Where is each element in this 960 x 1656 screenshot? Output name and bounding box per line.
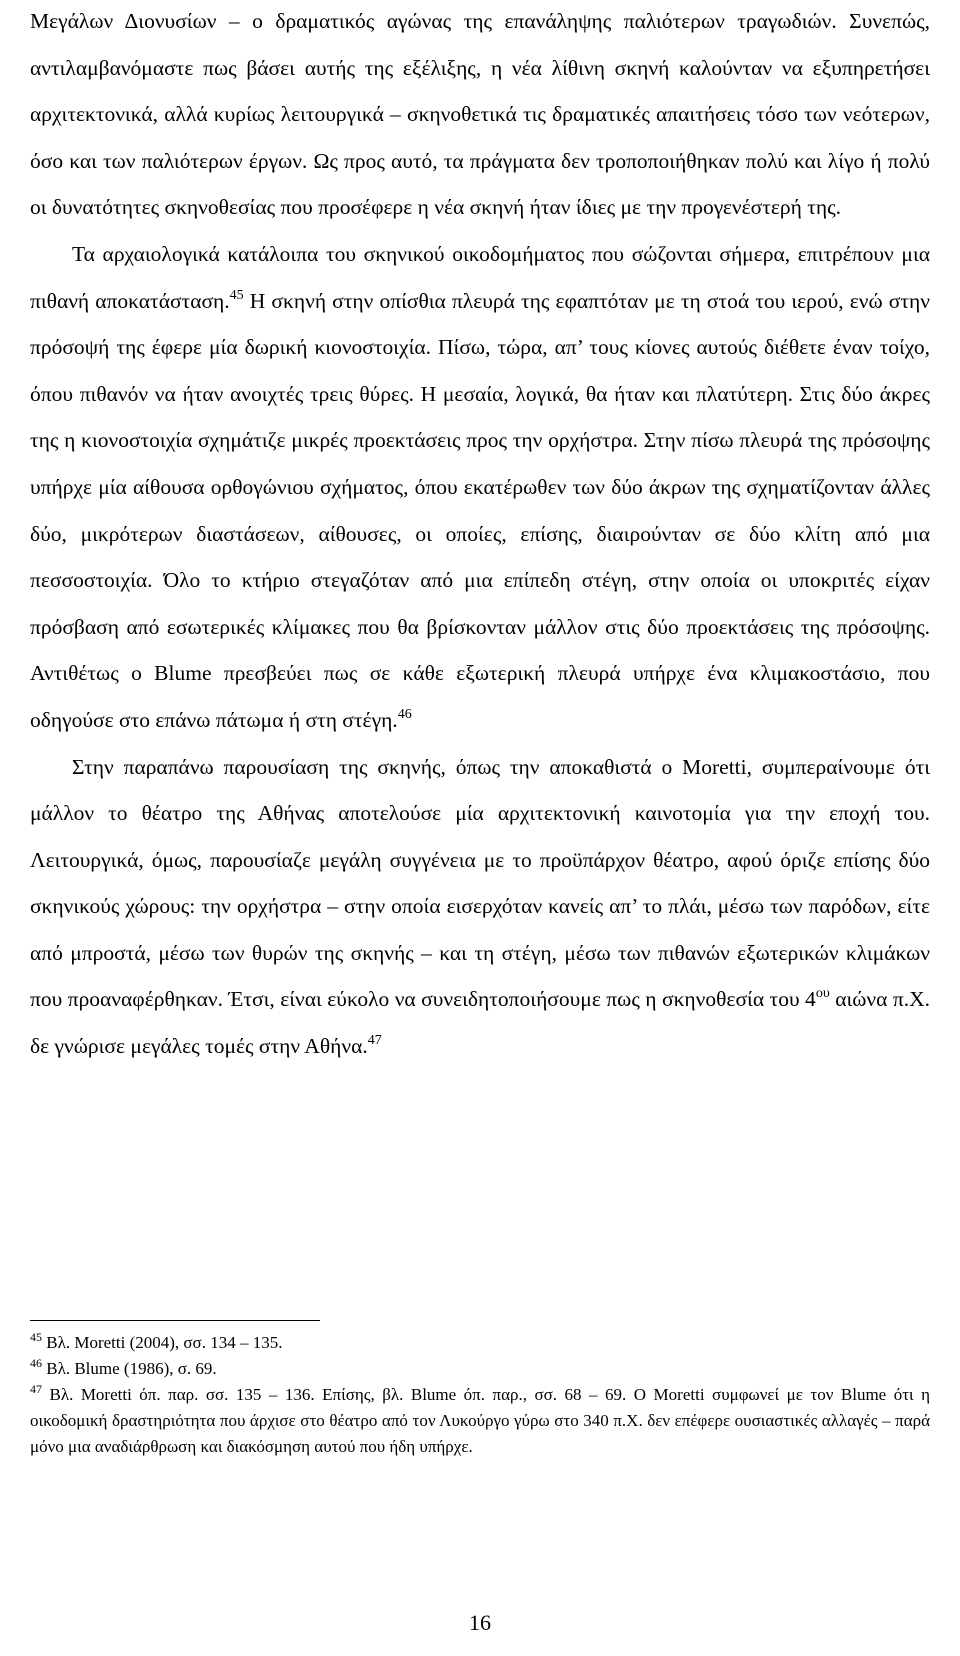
footnote-text: Βλ. Moretti (2004), σσ. 134 – 135. [42, 1333, 283, 1352]
page-number: 16 [469, 1610, 491, 1635]
paragraph-2-part-b: Η σκηνή στην οπίσθια πλευρά της εφαπτόταν με τη στοά του ιερού, ενώ στην πρόσοψή της έφερε μία δωρική κιονοστοιχία. Πίσω, τώρα, απ’ τους κίονες αυτούς διέθετε έναν τοίχο, όπου πιθανόν να ήταν ανοιχτές τρεις θύρες. Η μεσαία, λογικά, θα ήταν και πλατύτερη. Στις δύο άκρες της η κιονοστοιχία σχημάτιζε μικρές προεκτάσεις προς την ορχήστρα. Στην πίσω πλευρά της πρόσοψης υπήρχε μία αίθουσα ορθογώνιου σχήματος, όπου εκατέρωθεν των δύο άκρων της σχηματίζονταν άλλες δύο, μικρότερων διαστάσεων, αίθουσες, οι οποίες, επίσης, διαιρούνταν σε δύο κλίτη από μια πεσσοστοιχία. Όλο το κτήριο στεγαζόταν από μια επίπεδη στέγη, στην οποία οι υποκριτές είχαν πρόσβαση από εσωτερικές κλίμακες που θα βρίσκονταν μάλλον στις δύο προεκτάσεις της πρόσοψης. Αντιθέτως ο Blume πρεσβεύει πως σε κάθε εξωτερική πλευρά υπήρχε ένα κλιμακοστάσιο, που οδηγούσε στο επάνω πάτωμα ή στη στέγη. [30, 288, 930, 732]
paragraph-1: Μεγάλων Διονυσίων – ο δραματικός αγώνας της επανάληψης παλιότερων τραγωδιών. Συνεπώς, αντιλαμβανόμαστε πως βάσει αυτής της εξέλιξης, η νέα λίθινη σκηνή καλούνταν να εξυπηρετήσει αρχιτεκτονικά, αλλά κυρίως λειτουργικά – σκηνοθετικά τις δραματικές απαιτήσεις τόσο των νεότερων, όσο και των παλιότερων έργων. Ως προς αυτό, τα πράγματα δεν τροποποιήθηκαν πολύ και λίγο ή πολύ οι δυνατότητες σκηνοθεσίας που προσέφερε η νέα σκηνή ήταν ίδιες με την προγενέστερή της. [30, 9, 930, 220]
paragraph-2 [30, 231, 930, 744]
footnote-ref-46[interactable]: 46 [397, 706, 412, 722]
century-ordinal-superscript: ου [815, 986, 830, 1002]
footnote-number: 47 [30, 1382, 42, 1396]
footnote-text: Βλ. Blume (1986), σ. 69. [42, 1359, 217, 1378]
footnote-text: Βλ. Moretti όπ. παρ. σσ. 135 – 136. Επίσης, βλ. Blume όπ. παρ., σσ. 68 – 69. Ο Moretti συμφωνεί με τον Blume ότι η οικοδομική δραστηριότητα που άρχισε στο θέατρο από τον Λυκούργο γύρω στο 340 π.Χ. δεν επέφερε ουσιαστικές αλλαγές – παρά μόνο μια αναδιάρθρωση και διακόσμηση αυτού που ήδη υπήρχε. [30, 1385, 930, 1456]
footnote-46 [30, 1356, 930, 1382]
footnote-number: 45 [30, 1330, 42, 1344]
body-text [30, 0, 930, 1070]
footnote-ref-47[interactable]: 47 [367, 1033, 382, 1049]
footnote-separator [30, 1320, 320, 1321]
footnote-47 [30, 1382, 930, 1460]
paragraph-2-part-a: Τα αρχαιολογικά κατάλοιπα του σκηνικού οικοδομήματος που σώζονται σήμερα, επιτρέπουν μια πιθανή αποκατάσταση. [30, 241, 930, 313]
footnote-ref-45[interactable]: 45 [229, 287, 244, 303]
footnote-45 [30, 1330, 930, 1356]
footnote-number: 46 [30, 1356, 42, 1370]
paragraph-3-part-b: αιώνα π.Χ. δε γνώρισε μεγάλες τομές στην Αθήνα. [30, 987, 930, 1059]
footnotes [30, 1330, 930, 1460]
paragraph-3 [30, 744, 930, 1070]
document-page [30, 0, 930, 1635]
paragraph-3-part-a: Στην παραπάνω παρουσίαση της σκηνής, όπως την αποκαθιστά ο Moretti, συμπεραίνουμε ότι μάλλον το θέατρο της Αθήνας αποτελούσε μία αρχιτεκτονική καινοτομία για την εποχή του. Λειτουργικά, όμως, παρουσίαζε μεγάλη συγγένεια με το προϋπάρχον θέατρο, αφού όριζε επίσης δύο σκηνικούς χώρους: την ορχήστρα – στην οποία εισερχόταν κανείς απ’ το πλάι, μέσω των παρόδων, είτε από μπροστά, μέσω των θυρών της σκηνής – και τη στέγη, μέσω των πιθανών εξωτερικών κλιμάκων που προαναφέρθηκαν. Έτσι, είναι εύκολο να συνειδητοποιήσουμε πως η σκηνοθεσία του 4 [30, 754, 930, 1012]
